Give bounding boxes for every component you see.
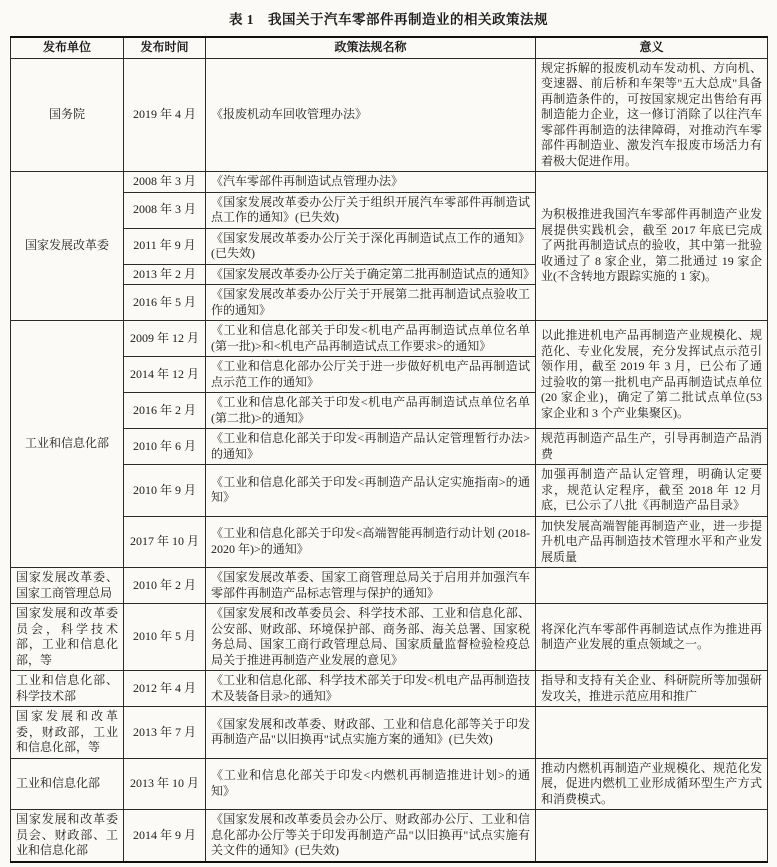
table-row <box>11 758 768 810</box>
table-row <box>11 429 768 465</box>
unit-cell: 国家发展改革委、国家工商管理总局 <box>11 568 124 604</box>
significance-cell <box>536 810 768 862</box>
policy-cell: 《国家发展改革委办公厅关于开展第二批再制造试点验收工作的通知》 <box>206 285 536 321</box>
unit-cell: 工业和信息化部 <box>11 321 124 568</box>
table-row <box>11 707 768 759</box>
table-row <box>11 604 768 671</box>
significance-cell: 加快发展高端智能再制造产业，进一步提升机电产品再制造技术管理水平和产业发展质量 <box>536 516 768 568</box>
date-cell: 2014 年 12 月 <box>124 357 206 393</box>
policy-cell: 《工业和信息化部关于印发<再制造产品认定管理暂行办法>的通知》 <box>206 429 536 465</box>
date-cell: 2016 年 2 月 <box>124 393 206 429</box>
col-header-unit: 发布单位 <box>11 37 124 58</box>
significance-cell <box>536 568 768 604</box>
unit-cell: 国家发展和改革委，财政部，工业和信息化部，等 <box>11 707 124 759</box>
table-row <box>11 671 768 707</box>
date-cell: 2014 年 9 月 <box>124 810 206 862</box>
date-cell: 2013 年 2 月 <box>124 264 206 285</box>
unit-cell: 国家发展和改革委员会、财政部、工业和信息化部 <box>11 810 124 862</box>
policy-cell: 《工业和信息化部办公厅关于进一步做好机电产品再制造试点示范工作的通知》 <box>206 357 536 393</box>
policy-table <box>10 36 768 863</box>
date-cell: 2012 年 4 月 <box>124 671 206 707</box>
date-cell: 2008 年 3 月 <box>124 192 206 228</box>
date-cell: 2010 年 6 月 <box>124 429 206 465</box>
policy-cell: 《国家发展和改革委、财政部、工业和信息化部等关于印发再制造产品"以旧换再"试点实施方案的通知》(已失效) <box>206 707 536 759</box>
table-row <box>11 58 768 172</box>
table-row <box>11 321 768 357</box>
date-cell: 2016 年 5 月 <box>124 285 206 321</box>
significance-cell: 指导和支持有关企业、科研院所等加强研发攻关，推进示范应用和推广 <box>536 671 768 707</box>
significance-cell: 以此推进机电产品再制造产业规模化、规范化、专业化发展，充分发挥试点示范引领作用，截至 2019 年 3 月，已公布了通过验收的第一批机电产品再制造试点单位(20 家企业)，确定了第二批试点单位(53 家企业和 3 个产业集聚区)。 <box>536 321 768 429</box>
table-title: 表 1 我国关于汽车零部件再制造业的相关政策法规 <box>228 12 549 27</box>
policy-cell: 《报废机动车回收管理办法》 <box>206 58 536 172</box>
policy-cell: 《国家发展和改革委员会办公厅、财政部办公厅、工业和信息化部办公厅等关于印发再制造产品"以旧换再"试点实施有关文件的通知》(已失效) <box>206 810 536 862</box>
policy-cell: 《工业和信息化部关于印发<内燃机再制造推进计划>的通知》 <box>206 758 536 810</box>
table-row <box>11 810 768 862</box>
date-cell: 2010 年 5 月 <box>124 604 206 671</box>
unit-cell: 工业和信息化部、科学技术部 <box>11 671 124 707</box>
significance-cell: 推动内燃机再制造产业规模化、规范化发展，促进内燃机工业形成循环型生产方式和消费模式。 <box>536 758 768 810</box>
date-cell: 2011 年 9 月 <box>124 228 206 264</box>
significance-cell <box>536 707 768 759</box>
date-cell: 2017 年 10 月 <box>124 516 206 568</box>
significance-cell: 将深化汽车零部件再制造试点作为推进再制造产业发展的重点领域之一。 <box>536 604 768 671</box>
policy-cell: 《国家发展改革委办公厅关于组织开展汽车零部件再制造试点工作的通知》(已失效) <box>206 192 536 228</box>
date-cell: 2013 年 7 月 <box>124 707 206 759</box>
policy-cell: 《工业和信息化部关于印发<高端智能再制造行动计划 (2018-2020 年)>的通知》 <box>206 516 536 568</box>
unit-cell: 国家发展改革委 <box>11 172 124 321</box>
unit-cell: 工业和信息化部 <box>11 758 124 810</box>
date-cell: 2019 年 4 月 <box>124 58 206 172</box>
table-row <box>11 568 768 604</box>
date-cell: 2013 年 10 月 <box>124 758 206 810</box>
policy-cell: 《工业和信息化部关于印发<机电产品再制造试点单位名单 (第二批)>的通知》 <box>206 393 536 429</box>
significance-cell: 规范再制造产品生产，引导再制造产品消费 <box>536 429 768 465</box>
table-row <box>11 172 768 193</box>
col-header-date: 发布时间 <box>124 37 206 58</box>
policy-cell: 《国家发展改革委办公厅关于确定第二批再制造试点的通知》 <box>206 264 536 285</box>
unit-cell: 国家发展和改革委员会，科学技术部，工业和信息化部，等 <box>11 604 124 671</box>
policy-cell: 《工业和信息化部、科学技术部关于印发<机电产品再制造技术及装备目录>的通知》 <box>206 671 536 707</box>
policy-cell: 《国家发展改革委办公厅关于深化再制造试点工作的通知》(已失效) <box>206 228 536 264</box>
col-header-policy: 政策法规名称 <box>206 37 536 58</box>
policy-cell: 《工业和信息化部关于印发<再制造产品认定实施指南>的通知》 <box>206 465 536 517</box>
unit-cell: 国务院 <box>11 58 124 172</box>
policy-cell: 《国家发展改革委、国家工商管理总局关于启用并加强汽车零部件再制造产品标志管理与保护的通知》 <box>206 568 536 604</box>
policy-cell: 《汽车零部件再制造试点管理办法》 <box>206 172 536 193</box>
significance-cell: 加强再制造产品认定管理，明确认定要求，规范认定程序，截至 2018 年 12 月底，已公示了八批《再制造产品目录》 <box>536 465 768 517</box>
col-header-significance: 意义 <box>536 37 768 58</box>
date-cell: 2010 年 2 月 <box>124 568 206 604</box>
significance-cell: 为积极推进我国汽车零部件再制造产业发展提供实践机会，截至 2017 年底已完成了两批再制造试点的验收，其中第一批验收通过了 8 家企业，第二批通过 19 家企业(不含转地方跟踪实施的 1 家)。 <box>536 172 768 321</box>
table-row <box>11 465 768 517</box>
policy-cell: 《国家发展和改革委员会、科学技术部、工业和信息化部、公安部、财政部、环境保护部、商务部、海关总署、国家税务总局、国家工商行政管理总局、国家质量监督检验检疫总局关于推进再制造产业发展的意见》 <box>206 604 536 671</box>
date-cell: 2009 年 12 月 <box>124 321 206 357</box>
date-cell: 2008 年 3 月 <box>124 172 206 193</box>
date-cell: 2010 年 9 月 <box>124 465 206 517</box>
table-row <box>11 516 768 568</box>
policy-cell: 《工业和信息化部关于印发<机电产品再制造试点单位名单 (第一批)>和<机电产品再制造试点工作要求>的通知》 <box>206 321 536 357</box>
header-row <box>11 37 768 58</box>
significance-cell: 规定拆解的报废机动车发动机、方向机、变速器、前后桥和车架等"五大总成"具备再制造条件的，可按国家规定出售给有再制造能力企业，这一修订消除了以往汽车零部件再制造的法律障碍，对推动汽车零部件再制造业、激发汽车报废市场活力有着极大促进作用。 <box>536 58 768 172</box>
